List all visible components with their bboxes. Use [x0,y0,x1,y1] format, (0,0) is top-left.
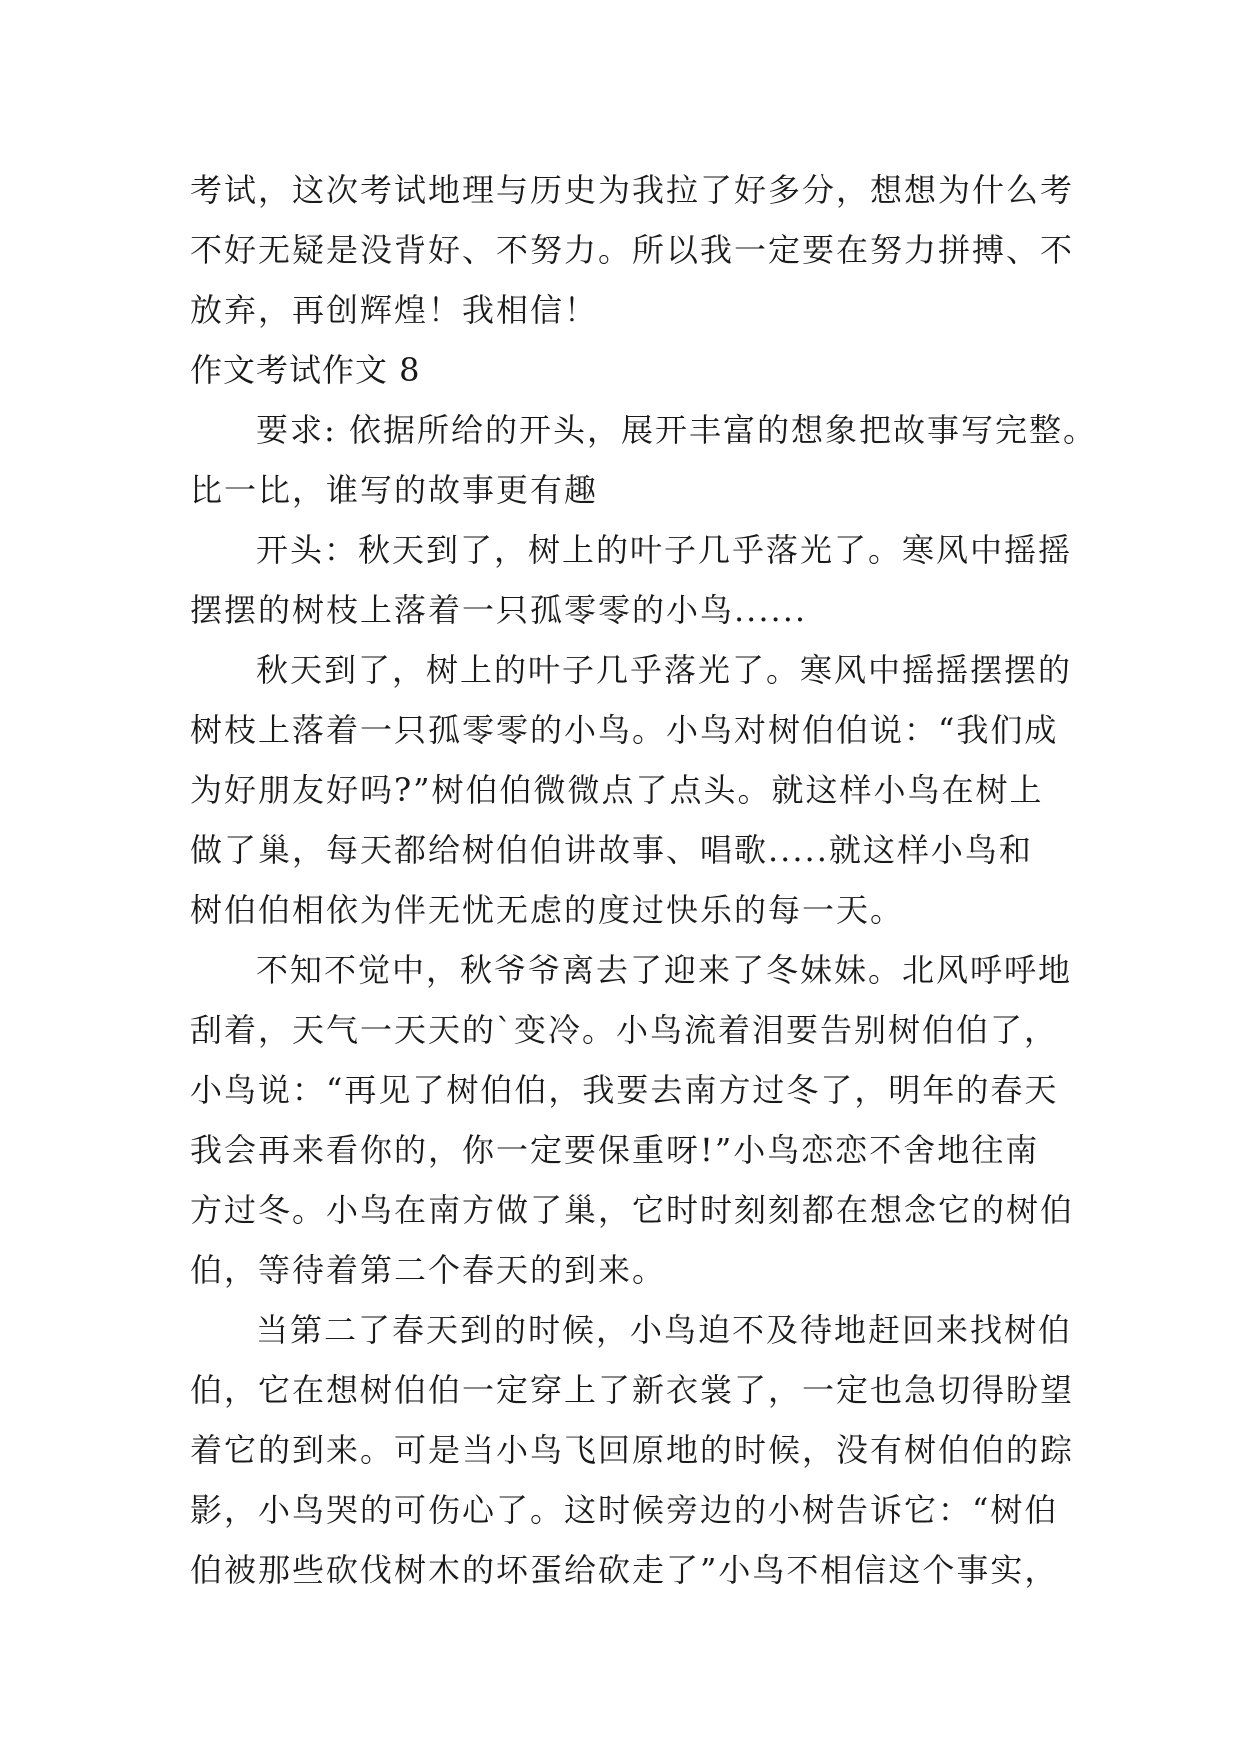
text-line: 伯，等待着第二个春天的到来。 [190,1251,667,1289]
text-line: 影，小鸟哭的可伤心了。这时候旁边的小树告诉它：“树伯 [190,1491,1059,1529]
text-line: 秋天到了，树上的叶子几乎落光了。寒风中摇摇摆摆的 [256,651,1073,689]
text-line: 我会再来看你的，你一定要保重呀!”小鸟恋恋不舍地往南 [190,1131,1040,1169]
essay-heading: 作文考试作文 8 [190,351,421,389]
text-line: 考试，这次考试地理与历史为我拉了好多分，想想为什么考 [190,171,1075,209]
text-line: 树伯伯相依为伴无忧无虑的度过快乐的每一天。 [190,891,905,929]
text-line: 伯，它在想树伯伯一定穿上了新衣裳了，一定也急切得盼望 [190,1371,1075,1409]
text-line: 为好朋友好吗?”树伯伯微微点了点头。就这样小鸟在树上 [190,771,1044,809]
story-paragraph-1 [190,640,1073,940]
text-line: 开头：秋天到了，树上的叶子几乎落光了。寒风中摇摇 [256,531,1073,569]
text-line: 方过冬。小鸟在南方做了巢，它时时刻刻都在想念它的树伯 [190,1191,1075,1229]
intro-paragraph [190,160,1075,340]
text-line: 当第二了春天到的时候，小鸟迫不及待地赶回来找树伯 [256,1311,1073,1349]
text-line: 刮着，天气一天天的`变冷。小鸟流着泪要告别树伯伯了， [190,1011,1059,1049]
text-line: 不知不觉中，秋爷爷离去了迎来了冬妹妹。北风呼呼地 [256,951,1073,989]
text-line: 放弃，再创辉煌！我相信！ [190,291,599,329]
opening-paragraph [190,520,1073,640]
text-line: 比一比，谁写的故事更有趣 [190,471,599,509]
text-line: 要求: 依据所给的开头，展开丰富的想象把故事写完整。 [256,411,1097,449]
document-page [190,160,1097,1600]
text-line: 摆摆的树枝上落着一只孤零零的小鸟...... [190,591,808,629]
text-line: 小鸟说：“再见了树伯伯，我要去南方过冬了，明年的春天 [190,1071,1059,1109]
text-line: 做了巢，每天都给树伯伯讲故事、唱歌.....就这样小鸟和 [190,831,1033,869]
text-line: 树枝上落着一只孤零零的小鸟。小鸟对树伯伯说：“我们成 [190,711,1059,749]
text-line: 着它的到来。可是当小鸟飞回原地的时候，没有树伯伯的踪 [190,1431,1075,1469]
text-line: 不好无疑是没背好、不努力。所以我一定要在努力拼搏、不 [190,231,1075,269]
requirement-paragraph [190,400,1097,520]
text-line: 伯被那些砍伐树木的坏蛋给砍走了”小鸟不相信这个事实， [190,1551,1059,1589]
story-paragraph-3 [190,1300,1075,1600]
story-paragraph-2 [190,940,1075,1300]
